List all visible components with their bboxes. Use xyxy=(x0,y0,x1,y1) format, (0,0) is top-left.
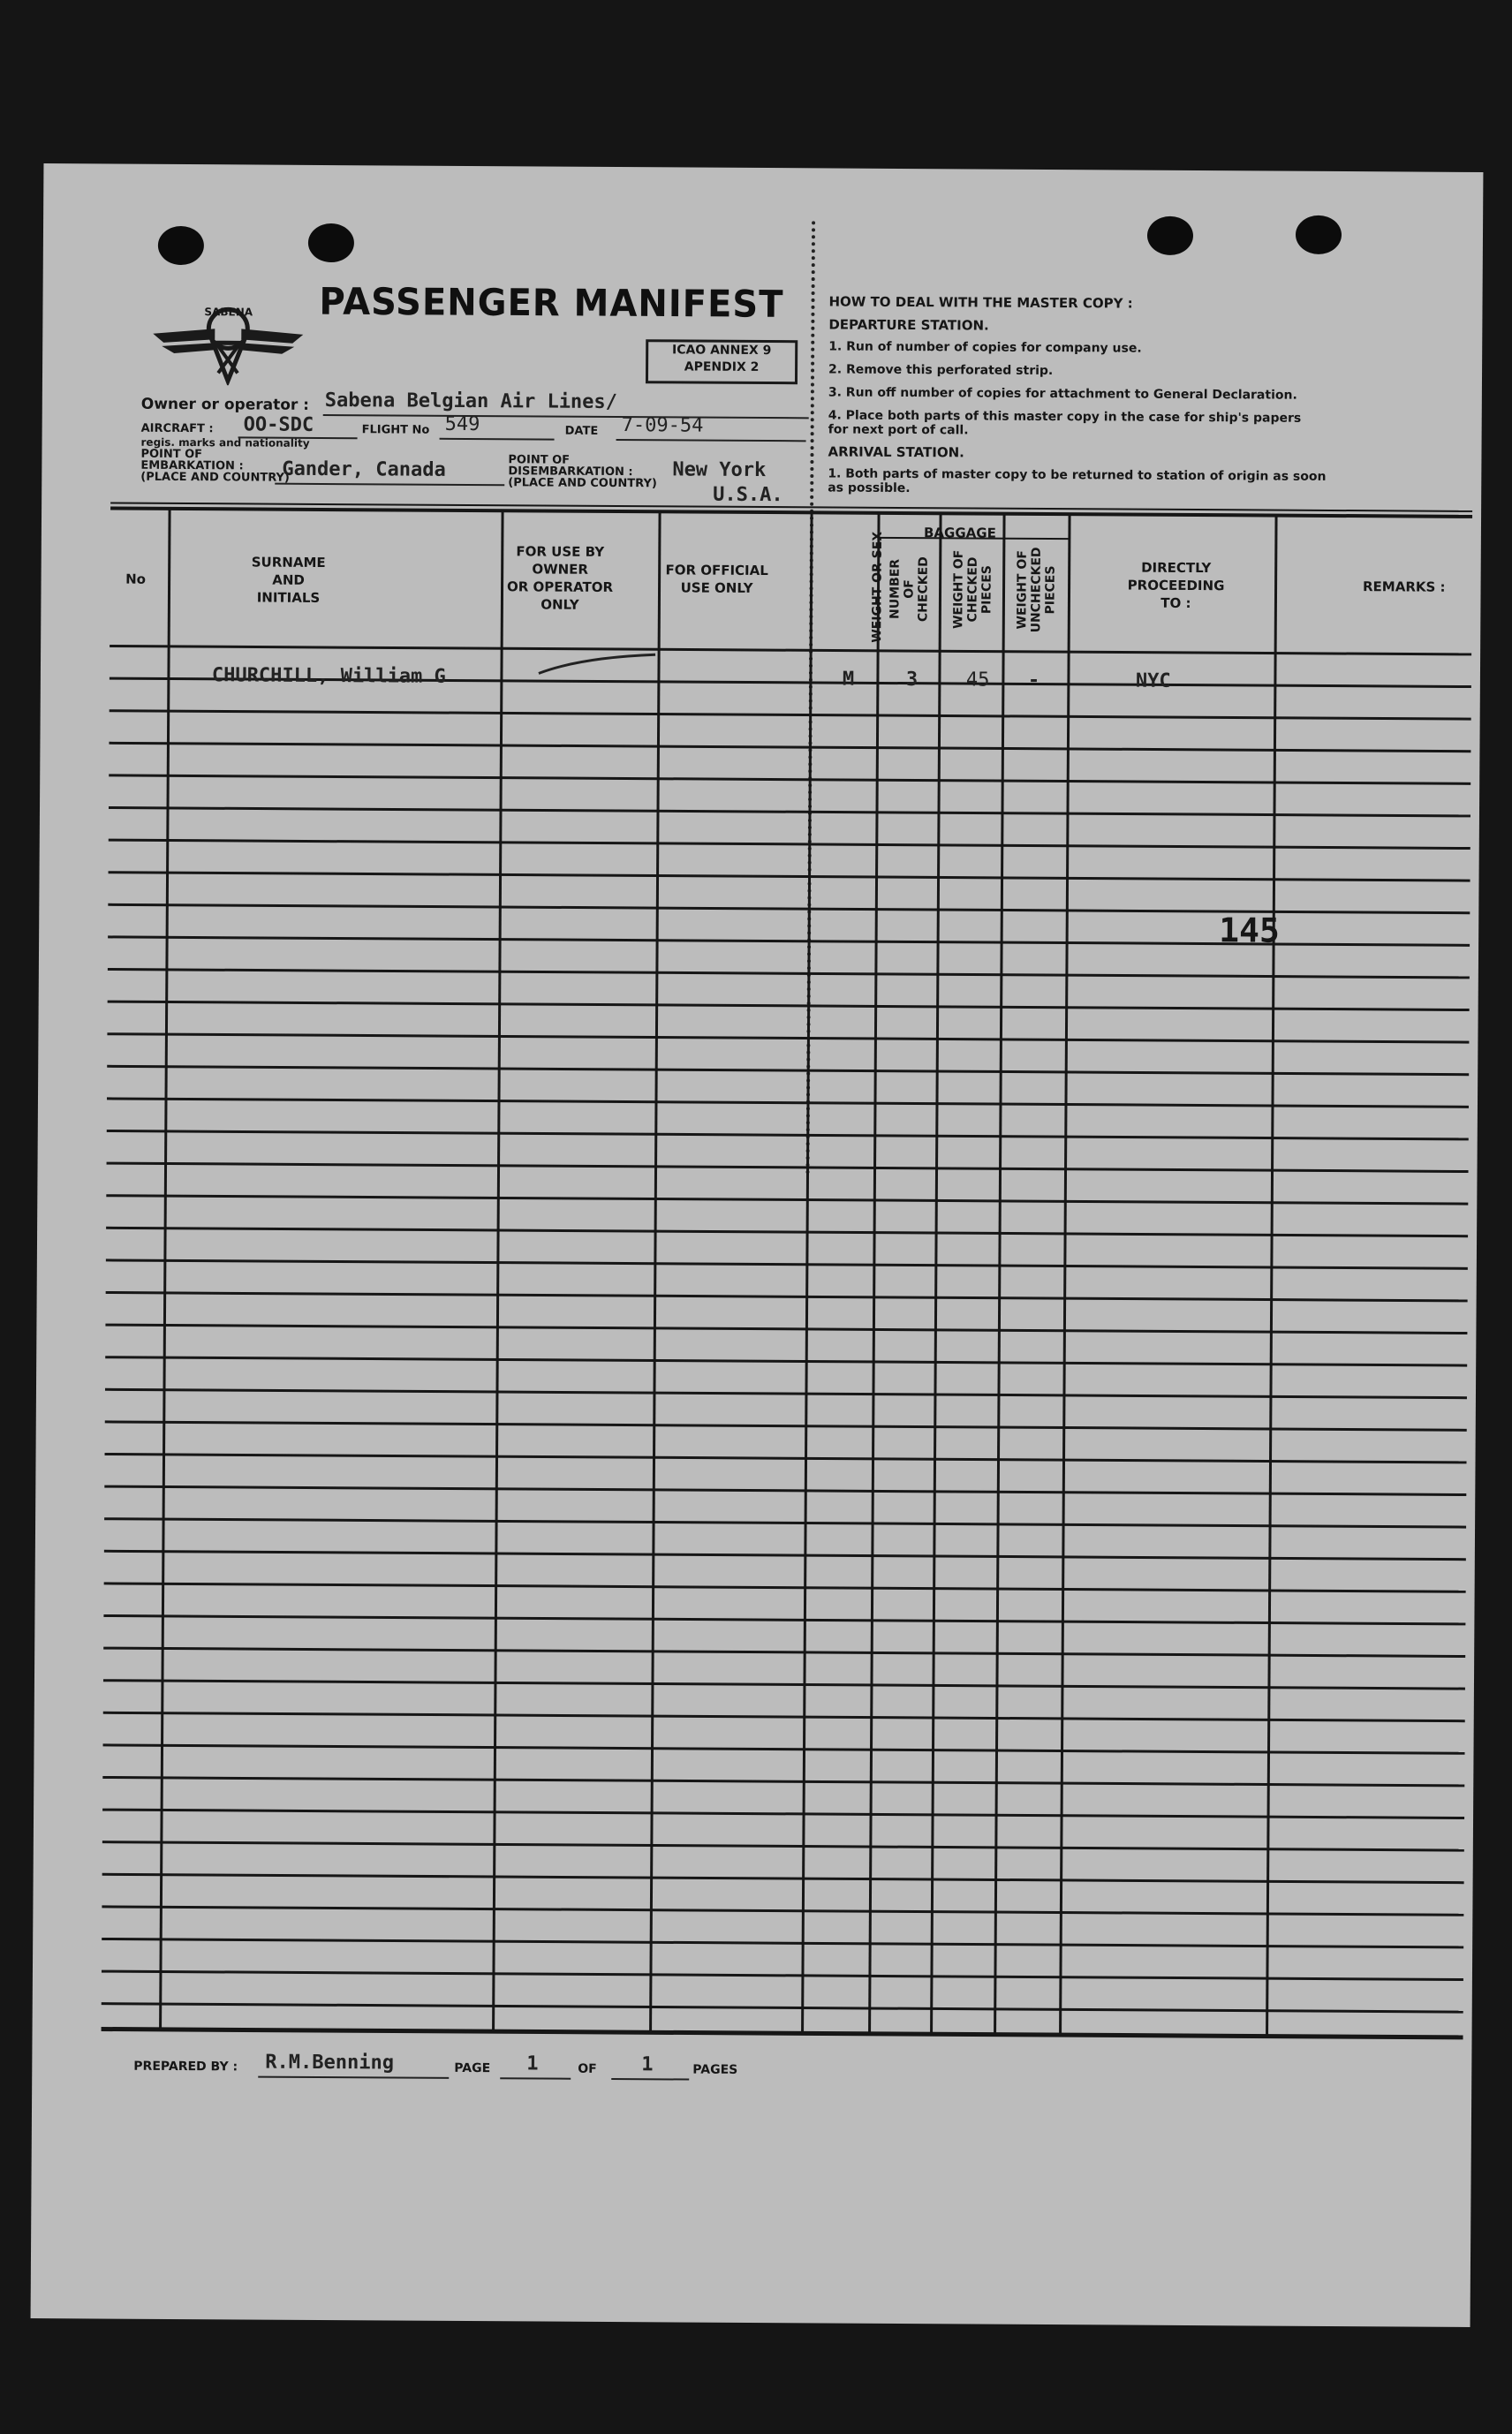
grid-line xyxy=(102,2029,1463,2037)
grid-line xyxy=(109,775,1470,783)
grid-line xyxy=(104,1486,1466,1494)
col-header-weight-sex: WEIGHT OR SEX xyxy=(870,531,885,643)
passenger-unchecked: - xyxy=(1027,669,1040,692)
logo-text: SABENA xyxy=(204,306,253,319)
pen-stroke-mark xyxy=(535,650,659,677)
date-label: DATE xyxy=(564,424,599,438)
col-header-wt-checked: WEIGHT OF CHECKED PIECES xyxy=(951,549,994,630)
owner-label: Owner or operator : xyxy=(140,395,310,414)
flight-label: FLIGHT No xyxy=(361,423,430,437)
grid-line xyxy=(494,510,503,2031)
grid-line xyxy=(110,646,1471,654)
flight-value: 549 xyxy=(444,412,480,436)
col-header-no: No xyxy=(125,571,147,587)
grid-line xyxy=(108,970,1470,978)
grid-line xyxy=(102,1810,1464,1818)
grid-line xyxy=(107,1066,1469,1074)
grid-line xyxy=(103,1712,1465,1720)
grid-line xyxy=(108,1002,1470,1009)
instructions-a1a: 1. Both parts of master copy to be returned to station of origin as soon xyxy=(828,466,1327,484)
grid-line xyxy=(106,1292,1468,1300)
grid-line xyxy=(103,1681,1465,1689)
grid-line xyxy=(106,1260,1468,1268)
passenger-sex: M xyxy=(842,668,855,691)
grid-line xyxy=(109,840,1470,848)
instructions-d4b: for next port of call. xyxy=(828,422,969,438)
manifest-table-grid xyxy=(31,163,1484,2327)
page-title: PASSENGER MANIFEST xyxy=(319,280,784,327)
date-value: 7-09-54 xyxy=(621,414,704,437)
owner-value: Sabena Belgian Air Lines/ xyxy=(324,389,618,414)
col-header-surname: SURNAME AND INITIALS xyxy=(251,554,326,606)
grid-line xyxy=(107,1131,1469,1139)
col-header-remarks: REMARKS : xyxy=(1362,578,1446,595)
disembark-value-1: New York xyxy=(672,458,767,482)
grid-line xyxy=(102,1842,1464,1850)
instructions-d1: 1. Run of number of copies for company use. xyxy=(828,339,1142,356)
grid-line xyxy=(104,1584,1466,1591)
grid-line xyxy=(105,1389,1467,1397)
grid-line xyxy=(1061,514,1070,2035)
pages-label: PAGES xyxy=(692,2062,738,2077)
grid-line xyxy=(102,1874,1464,1882)
instructions-arrival: ARRIVAL STATION. xyxy=(828,443,964,461)
of-label: OF xyxy=(578,2061,597,2076)
embark-label: POINT OF EMBARKATION : (PLACE AND COUNTRY) xyxy=(140,447,290,485)
grid-line xyxy=(107,1163,1469,1171)
instructions-d3: 3. Run off number of copies for attachment to General Declaration. xyxy=(828,385,1297,403)
grid-line xyxy=(104,1551,1466,1559)
grid-line xyxy=(103,1648,1465,1656)
instructions-a1b: as possible. xyxy=(828,480,911,496)
grid-line xyxy=(110,711,1471,719)
aircraft-sublabel: regis. marks and nationality xyxy=(140,435,310,450)
grid-line xyxy=(1267,516,1277,2037)
page-value: 1 xyxy=(526,2052,539,2075)
grid-line xyxy=(106,1228,1468,1236)
grid-line xyxy=(105,1422,1467,1430)
grid-line xyxy=(995,514,1005,2035)
instructions-d4a: 4. Place both parts of this master copy in the case for ship's papers xyxy=(828,408,1302,426)
grid-line xyxy=(106,1196,1468,1204)
grid-line xyxy=(102,1907,1463,1915)
grid-line xyxy=(102,1777,1464,1785)
grid-line xyxy=(105,1325,1467,1333)
grid-line xyxy=(104,1519,1466,1527)
instructions-title: HOW TO DEAL WITH THE MASTER COPY : xyxy=(828,293,1133,312)
grid-line xyxy=(870,513,880,2034)
col-header-directly-proceeding: DIRECTLY PROCEEDING TO : xyxy=(1127,559,1225,611)
col-header-official-use: FOR OFFICIAL USE ONLY xyxy=(665,562,768,596)
of-value: 1 xyxy=(641,2053,654,2076)
disembark-value-2: U.S.A. xyxy=(713,483,783,507)
grid-line xyxy=(102,1971,1463,1979)
col-header-baggage: BAGGAGE xyxy=(923,525,996,541)
grid-line xyxy=(932,513,941,2034)
manifest-page xyxy=(31,163,1484,2327)
grid-line xyxy=(109,873,1470,881)
passenger-destination: NYC xyxy=(1135,669,1171,692)
instructions-d2: 2. Remove this perforated strip. xyxy=(828,362,1054,379)
passenger-name: CHURCHILL, William G xyxy=(211,664,446,688)
passenger-bags-checked: 3 xyxy=(905,669,919,692)
grid-line xyxy=(103,1745,1465,1753)
grid-line xyxy=(102,1939,1463,1946)
embark-value: Gander, Canada xyxy=(282,457,446,481)
stamp-number: 145 xyxy=(1219,911,1280,950)
grid-line xyxy=(107,1099,1469,1107)
grid-line xyxy=(803,512,813,2033)
col-header-wt-unchecked: WEIGHT OF UNCHECKED PIECES xyxy=(1015,547,1058,633)
instructions-departure: DEPARTURE STATION. xyxy=(828,316,989,334)
page-label: PAGE xyxy=(454,2060,491,2076)
grid-line xyxy=(109,808,1470,816)
grid-line xyxy=(103,1615,1465,1623)
col-header-owner-use: FOR USE BY OWNER OR OPERATOR ONLY xyxy=(506,543,614,613)
grid-line xyxy=(651,511,661,2032)
grid-line xyxy=(107,1034,1469,1042)
aircraft-value: OO-SDC xyxy=(243,413,314,436)
grid-line xyxy=(161,509,170,2030)
grid-line xyxy=(109,743,1470,751)
icao-line-2: APENDIX 2 xyxy=(684,359,760,374)
col-header-num-checked: NUMBER OF CHECKED xyxy=(888,556,931,623)
grid-line xyxy=(105,1454,1467,1462)
passenger-bag-weight: 45 xyxy=(965,669,990,692)
prepared-value: R.M.Benning xyxy=(265,2051,395,2075)
prepared-label: PREPARED BY : xyxy=(133,2059,238,2075)
grid-line xyxy=(105,1357,1467,1365)
icao-line-1: ICAO ANNEX 9 xyxy=(671,343,772,359)
disembark-label: POINT OF DISEMBARKATION : (PLACE AND COUNTRY) xyxy=(508,453,657,491)
grid-line xyxy=(102,2004,1463,2012)
aircraft-label: AIRCRAFT : xyxy=(140,421,214,436)
